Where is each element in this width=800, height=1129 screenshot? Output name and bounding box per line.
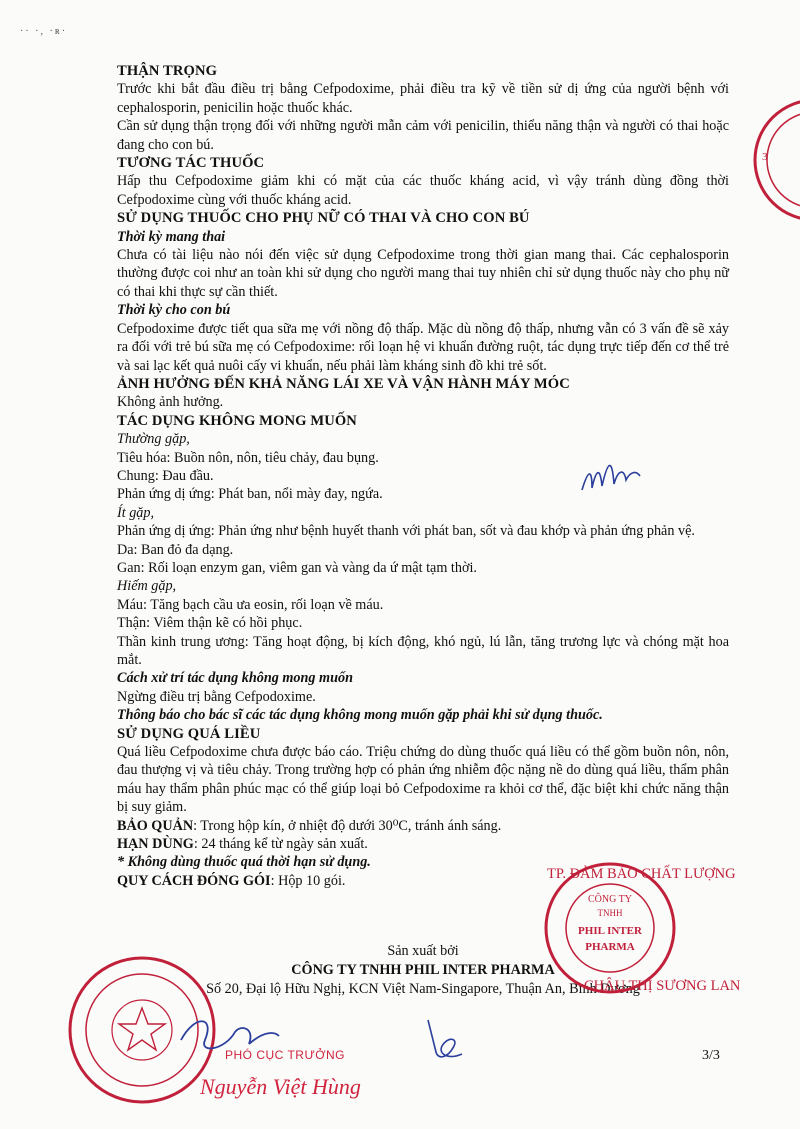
paragraph: Da: Ban đỏ đa dạng.: [117, 541, 234, 558]
frequency-label: Hiếm gặp,: [117, 578, 177, 595]
paragraph: Thận: Viêm thận kẽ có hồi phục.: [117, 615, 303, 632]
paragraph: Phản ứng dị ứng: Phản ứng như bệnh huyết thanh với phát ban, sốt và đau khớp và phản ứng phản vệ.: [117, 523, 695, 540]
company-name: CÔNG TY TNHH PHIL INTER PHARMA: [291, 962, 555, 978]
handwritten-initials: [578, 450, 648, 500]
paragraph: Trước khi bắt đầu điều trị bằng Cefpodoxime, phải điều tra kỹ về tiền sử dị ứng của người bệnh với cephalosporin, penicilin hoặc thuốc khác.: [117, 81, 729, 116]
company-seal-stamp: [540, 858, 680, 998]
paragraph: Ngừng điều trị bằng Cefpodoxime.: [117, 688, 316, 705]
emphasis-line: Cách xử trí tác dụng không mong muốn: [117, 670, 353, 687]
section-heading: TÁC DỤNG KHÔNG MONG MUỐN: [117, 412, 357, 429]
line-label: QUY CÁCH ĐÓNG GÓI: [117, 872, 271, 889]
section-heading: SỬ DỤNG THUỐC CHO PHỤ NỮ CÓ THAI VÀ CHO CON BÚ: [117, 210, 530, 227]
produced-by-label: Sản xuất bởi: [387, 943, 459, 959]
labeled-line: [117, 817, 729, 835]
company-address: Số 20, Đại lộ Hữu Nghị, KCN Việt Nam-Singapore, Thuận An, Bình Dương: [206, 981, 640, 997]
line-value: : Hộp 10 gói.: [270, 872, 346, 889]
subsection-heading: Thời kỳ mang thai: [117, 228, 226, 245]
edge-seal-letter: 3: [762, 151, 768, 163]
paragraph: Chung: Đau đầu.: [117, 467, 214, 484]
emphasis-line: Thông báo cho bác sĩ các tác dụng không mong muốn gặp phải khi sử dụng thuốc.: [117, 707, 603, 724]
line-label: HẠN DÙNG: [117, 836, 194, 853]
frequency-label: Thường gặp,: [117, 431, 190, 448]
labeled-line: [117, 835, 729, 853]
paragraph: Cefpodoxime được tiết qua sữa mẹ với nồng độ thấp. Mặc dù nồng độ thấp, nhưng vẫn có 3 vấn đề sẽ xảy ra đối với trẻ bú sữa mẹ có Cefpodoxime: rối loạn hệ vi khuẩn đường ruột, tác dụng trực tiếp đến cơ thể trẻ và sai lạc kết quả nuôi cấy vi khuẩn, nếu phải làm kháng sinh đồ khi trẻ sốt.: [117, 320, 729, 374]
section-heading: TƯƠNG TÁC THUỐC: [117, 155, 265, 172]
corner-mark: ·· ·, ·ʀ·: [20, 26, 68, 37]
paragraph: Không ảnh hưởng.: [117, 394, 224, 411]
director-name: Nguyễn Việt Hùng: [200, 1074, 361, 1099]
frequency-label: Ít gặp,: [117, 504, 155, 521]
section-heading: SỬ DỤNG QUÁ LIỀU: [117, 725, 261, 742]
line-value: : Trong hộp kín, ở nhiệt độ dưới 30⁰C, tránh ánh sáng.: [193, 817, 502, 834]
paragraph: Quá liều Cefpodoxime chưa được báo cáo. Triệu chứng do dùng thuốc quá liều có thể gồm buồn nôn, nôn, đau thượng vị và tiêu chảy. Trong trường hợp có phản ứng nhiễm độc nặng nề do dùng quá liều, thẩm phân máu hay thẩm phân phúc mạc có thể giúp loại bỏ Cefpodoxime ra khỏi cơ thể, đặc biệt khi chức năng thận bị suy giảm.: [117, 744, 729, 816]
seal-line-2: TNHH: [597, 908, 623, 918]
emphasis-line: * Không dùng thuốc quá thời hạn sử dụng.: [117, 854, 371, 871]
section-heading: ẢNH HƯỞNG ĐẾN KHẢ NĂNG LÁI XE VÀ VẬN HÀNH MÁY MÓC: [117, 375, 570, 392]
paragraph: Máu: Tăng bạch cầu ưa eosin, rối loạn về máu.: [117, 596, 384, 613]
subsection-heading: Thời kỳ cho con bú: [117, 302, 231, 319]
paragraph: Tiêu hóa: Buồn nôn, nôn, tiêu chảy, đau bụng.: [117, 449, 379, 466]
paragraph: Gan: Rối loạn enzym gan, viêm gan và vàng da ứ mật tạm thời.: [117, 559, 477, 576]
paragraph: Cần sử dụng thận trọng đối với những người mẫn cảm với penicilin, thiểu năng thận và người có thai hoặc đang cho con bú.: [117, 118, 729, 153]
paragraph: Thần kinh trung ương: Tăng hoạt động, bị kích động, khó ngủ, lú lẫn, tăng trương lực và chóng mặt hoa mắt.: [117, 633, 729, 668]
paragraph: Phản ứng dị ứng: Phát ban, nổi mày đay, ngứa.: [117, 486, 383, 503]
paragraph: Chưa có tài liệu nào nói đến việc sử dụng Cefpodoxime trong thời gian mang thai. Các cephalosporin thường được coi như an toàn khi sử dụng cho người mang thai tuy nhiên chỉ sử dụng thuốc này cho phụ nữ có thai khi thực sự cần thiết.: [117, 247, 729, 300]
section-heading: THẬN TRỌNG: [117, 63, 218, 79]
paragraph: Hấp thu Cefpodoxime giảm khi có mặt của các thuốc kháng acid, vì vậy tránh dùng đồng thời Cefpodoxime cùng với thuốc kháng acid.: [117, 173, 729, 208]
edge-seal-stamp: [740, 95, 800, 225]
seal-line-1: CÔNG TY: [588, 894, 632, 905]
page-number: 3/3: [702, 1048, 720, 1063]
director-title: PHÓ CỤC TRƯỞNG: [225, 1048, 345, 1062]
seal-line-3: PHIL INTER: [578, 925, 642, 937]
qa-title: TP. ĐẢM BẢO CHẤT LƯỢNG: [547, 866, 736, 882]
seal-line-4: PHARMA: [585, 941, 635, 953]
qa-signer-name: CHÂU THỊ SƯƠNG LAN: [584, 978, 741, 994]
line-value: : 24 tháng kể từ ngày sản xuất.: [193, 836, 368, 853]
line-label: BẢO QUẢN: [117, 817, 194, 834]
manufacturer-signature: [418, 1016, 468, 1064]
